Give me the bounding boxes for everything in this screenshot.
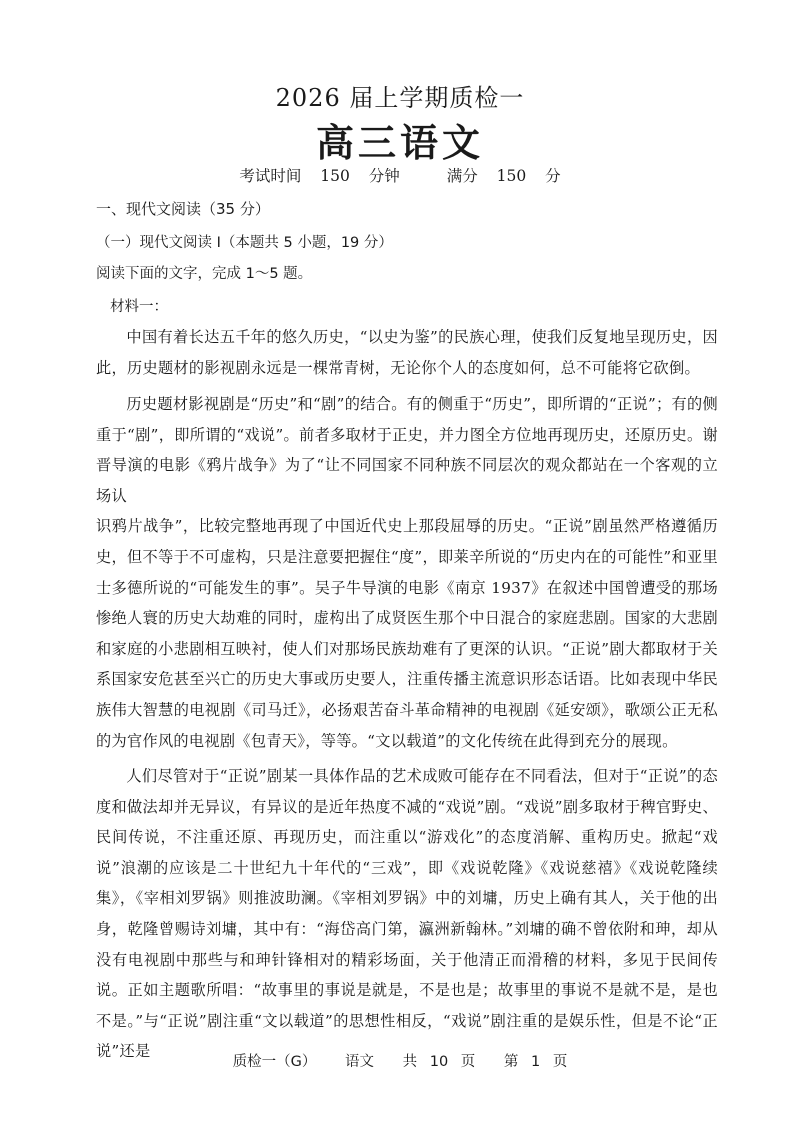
paragraph-text: 历史题材影视剧是“历史”和“剧”的结合。有的侧重于“历史”，即所谓的“正说”；有的侧重于“剧”，即所谓的“戏说”。前者多取材于正史，并力图全方位地再现历史，还原历史。谢晋导演的电影《鸦片战争》为了“让不同国家不同种族不同层次的观众都站在一个客观的立场认 <box>96 395 718 505</box>
reading-instruction: 阅读下面的文字，完成 1～5 题。 <box>96 266 313 282</box>
footer-exam-code: 质检一（G） <box>232 1054 317 1070</box>
passage-paragraph-1 <box>96 322 718 383</box>
footer-subject: 语文 <box>345 1054 374 1070</box>
exam-meta <box>0 164 800 186</box>
paragraph-text: 人们尽管对于“正说”剧某一具体作品的艺术成败可能存在不同看法，但对于“正说”的态度和做法却并无异议，有异议的是近年热度不减的“戏说”剧。“戏说”剧多取材于稗官野史、民间传说，不注重还原、再现历史，而注重以“游戏化”的态度消解、重构历史。掀起“戏说”浪潮的应该是二十世纪九十年代的“三戏”，即《戏说乾隆》《戏说慈禧》《戏说乾隆续集》，《宰相刘罗锅》则推波助澜。《宰相刘罗锅》中的刘墉，历史上确有其人，关于他的出身，乾隆曾赐诗刘墉，其中有：“海岱高门第，瀛洲新翰林。”刘墉的确不曾依附和珅，却从没有电视剧中那些与和珅针锋相对的精彩场面，关于他清正而滑稽的材料，多见于民间传说。正如主题歌所唱：“故事里的事说是就是，不是也是；故事里的事说不是就不是，是也不是。”与“正说”剧注重“文以载道”的思想性相反，“戏说”剧注重的是娱乐性，但是不论“正说”还是 <box>96 767 718 1061</box>
section-heading-part1: 一、现代文阅读（35 分） <box>96 200 270 218</box>
passage-paragraph-2 <box>96 389 718 756</box>
section-heading-reading1: （一）现代文阅读 I（本题共 5 小题，19 分） <box>96 235 393 251</box>
passage-paragraph-3 <box>96 761 718 1067</box>
footer-page-number: 第 1 页 <box>503 1054 568 1070</box>
paragraph-text: 中国有着长达五千年的悠久历史，“以史为鉴”的民族心理，使我们反复地呈现历史，因此，历史题材的影视剧永远是一棵常青树，无论你个人的态度如何，总不可能将它砍倒。 <box>96 328 718 377</box>
exam-title: 高三语文 <box>315 120 484 165</box>
exam-time: 考试时间 150 分钟 <box>239 167 400 185</box>
material-label: 材料一： <box>110 299 168 315</box>
paragraph-text-continued: 识鸦片战争”，比较完整地再现了中国近代史上那段屈辱的历史。“正说”剧虽然严格遵循历史，但不等于不可虚构，只是注意要把握住“度”，即莱辛所说的“历史内在的可能性”和亚里士多德所说的“可能发生的事”。吴子牛导演的电影《南京 1937》在叙述中国曾遭受的那场惨绝人寰的历史大劫难的同时，虚构出了成贤医生那个中日混合的家庭悲剧。国家的大悲剧和家庭的小悲剧相互映衬，使人们对那场民族劫难有了更深的认识。“正说”剧大都取材于关系国家安危甚至兴亡的历史大事或历史要人，注重传播主流意识形态话语。比如表现中华民族伟大智慧的电视剧《司马迁》，必扬艰苦奋斗革命精神的电视剧《延安颂》，歌颂公正无私的为官作风的电视剧《包青天》，等等。“文以载道”的文化传统在此得到充分的展现。 <box>96 517 718 750</box>
full-score: 满分 150 分 <box>446 167 561 185</box>
footer-total-pages: 共 10 页 <box>402 1054 476 1070</box>
exam-subtitle: 2026 届上学期质检一 <box>275 84 525 112</box>
page-footer <box>0 1050 800 1071</box>
